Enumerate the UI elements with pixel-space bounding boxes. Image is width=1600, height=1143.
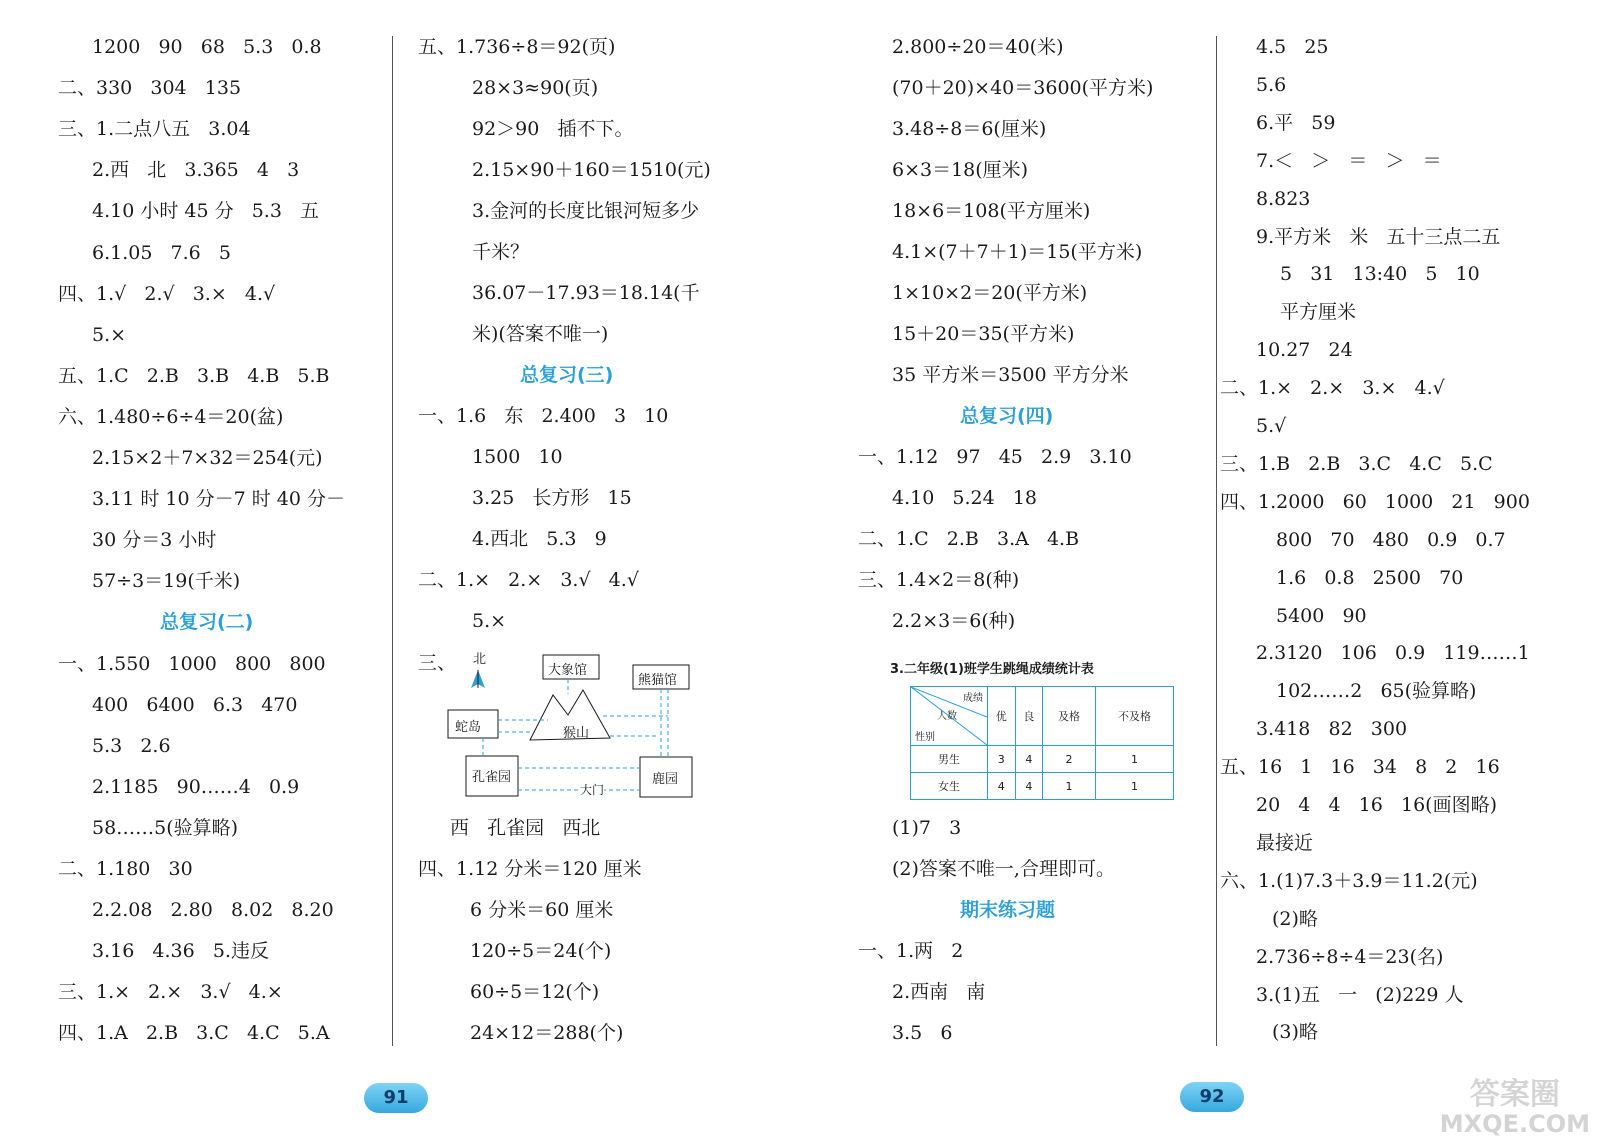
answer-line: 28×3≈90(页) bbox=[472, 77, 599, 99]
section-heading: 期末练习题 bbox=[960, 899, 1056, 921]
north-label: 北 bbox=[473, 652, 487, 667]
answer-line: 2.西 北 3.365 4 3 bbox=[92, 159, 300, 182]
answer-line: 24×12＝288(个) bbox=[470, 1022, 624, 1044]
table-cell: 男生 bbox=[911, 746, 988, 773]
answer-line: (2)略 bbox=[1272, 907, 1318, 930]
stats-table bbox=[910, 686, 1174, 800]
table-cell: 4 bbox=[988, 773, 1016, 800]
answer-line: 3.48÷8＝6(厘米) bbox=[892, 118, 1047, 140]
answer-line: 2.2.08 2.80 8.02 8.20 bbox=[92, 899, 334, 922]
answer-line: 4.西北 5.3 9 bbox=[472, 528, 607, 550]
answer-line: 3.16 4.36 5.违反 bbox=[92, 940, 269, 963]
answer-line: 3.(1)五 一 (2)229 人 bbox=[1256, 983, 1464, 1006]
answer-line: 58……5(验算略) bbox=[92, 816, 239, 839]
page-number: 91 bbox=[364, 1083, 428, 1113]
answer-line: 35 平方米＝3500 平方分米 bbox=[892, 364, 1129, 386]
answer-line: 8.823 bbox=[1256, 187, 1311, 210]
answer-line: 5 31 13:40 5 10 bbox=[1280, 263, 1480, 286]
answer-line: 四、1.√ 2.√ 3.× 4.√ bbox=[58, 282, 276, 305]
answer-line: 四、1.A 2.B 3.C 4.C 5.A bbox=[58, 1022, 330, 1045]
answer-line: 92＞90 插不下。 bbox=[472, 118, 634, 140]
answer-line: 6.1.05 7.6 5 bbox=[92, 241, 231, 264]
answer-line: 西 孔雀园 西北 bbox=[450, 817, 601, 839]
table-cell: 4 bbox=[1015, 773, 1043, 800]
answer-line: 5.× bbox=[92, 323, 127, 346]
answer-line: 400 6400 6.3 470 bbox=[92, 693, 298, 716]
answer-line: 2.736÷8÷4＝23(名) bbox=[1256, 945, 1444, 968]
answer-line: 4.10 小时 45 分 5.3 五 bbox=[92, 200, 320, 223]
answer-line: 一、1.550 1000 800 800 bbox=[58, 652, 326, 675]
answer-line: 1×10×2＝20(平方米) bbox=[892, 282, 1088, 304]
answer-line: 3.金河的长度比银河短多少 bbox=[472, 200, 700, 222]
answer-line: 一、1.12 97 45 2.9 3.10 bbox=[858, 446, 1132, 468]
answer-line: 2.西南 南 bbox=[892, 981, 986, 1003]
answer-line: 三、1.4×2＝8(种) bbox=[858, 569, 1020, 591]
table-row bbox=[911, 746, 1174, 773]
answer-line: 1500 10 bbox=[472, 446, 563, 468]
column-divider bbox=[1216, 36, 1217, 1046]
answer-line: 10.27 24 bbox=[1256, 339, 1353, 362]
answer-line: 2.15×2＋7×32＝254(元) bbox=[92, 447, 323, 469]
answer-line: 5400 90 bbox=[1276, 604, 1367, 627]
answer-line: 4.5 25 bbox=[1256, 36, 1329, 58]
answer-line: 102……2 65(验算略) bbox=[1276, 680, 1477, 703]
answer-line: 60÷5＝12(个) bbox=[470, 981, 600, 1003]
table-cell: 3 bbox=[988, 746, 1016, 773]
answer-line: 四、1.2000 60 1000 21 900 bbox=[1220, 490, 1530, 513]
map-place-deer: 鹿园 bbox=[652, 772, 679, 787]
answer-line: 120÷5＝24(个) bbox=[470, 940, 612, 962]
column-divider bbox=[392, 36, 393, 1046]
answer-line: 57÷3＝19(千米) bbox=[92, 570, 241, 593]
answer-line: 6×3＝18(厘米) bbox=[892, 159, 1029, 181]
table-header: 良 bbox=[1015, 687, 1043, 746]
answer-line: 6.平 59 bbox=[1256, 111, 1336, 134]
answer-line: 20 4 4 16 16(画图略) bbox=[1256, 794, 1498, 816]
answer-line: 五、1.736÷8＝92(页) bbox=[418, 36, 616, 58]
map-label: 三、 bbox=[418, 652, 457, 674]
answer-line: 5.6 bbox=[1256, 73, 1287, 96]
answer-line: 二、1.× 2.× 3.√ 4.√ bbox=[418, 569, 639, 591]
answer-line: 4.1×(7＋7＋1)＝15(平方米) bbox=[892, 241, 1143, 263]
answer-line: 4.10 5.24 18 bbox=[892, 487, 1038, 509]
section-heading: 总复习(四) bbox=[960, 405, 1054, 427]
section-heading: 总复习(二) bbox=[160, 611, 254, 634]
answer-line: 五、1.C 2.B 3.B 4.B 5.B bbox=[58, 364, 330, 387]
answer-line: (1)7 3 bbox=[892, 817, 962, 839]
answer-line: 二、1.× 2.× 3.× 4.√ bbox=[1220, 377, 1445, 400]
answer-line: 2.1185 90……4 0.9 bbox=[92, 775, 300, 798]
answer-line: (3)略 bbox=[1272, 1021, 1318, 1044]
answer-line: 2.15×90＋160＝1510(元) bbox=[472, 159, 711, 181]
answer-line: 米)(答案不唯一) bbox=[472, 323, 609, 345]
watermark-logo: 答案圈 MXQE.COM bbox=[1439, 1077, 1590, 1138]
answer-line: 5.√ bbox=[1256, 415, 1287, 437]
answer-line: 三、1.二点八五 3.04 bbox=[58, 118, 251, 141]
table-header: 不及格 bbox=[1095, 687, 1173, 746]
answer-line: 千米？ bbox=[472, 241, 530, 263]
table-cell: 2 bbox=[1043, 746, 1096, 773]
table-cell: 4 bbox=[1015, 746, 1043, 773]
answer-line: 9.平方米 米 五十三点二五 bbox=[1256, 225, 1501, 248]
table-row bbox=[911, 773, 1174, 800]
table-cell: 1 bbox=[1095, 746, 1173, 773]
answer-line: 三、1.B 2.B 3.C 4.C 5.C bbox=[1220, 452, 1493, 475]
answer-line: 一、1.6 东 2.400 3 10 bbox=[418, 405, 669, 427]
answer-line: 2.2×3＝6(种) bbox=[892, 610, 1016, 632]
table-title: 3.二年级(1)班学生跳绳成绩统计表 bbox=[890, 662, 1094, 677]
answer-line: 2.800÷20＝40(米) bbox=[892, 36, 1064, 58]
answer-line: 五、16 1 16 34 8 2 16 bbox=[1220, 756, 1500, 779]
answer-line: 3.11 时 10 分－7 时 40 分－ bbox=[92, 488, 345, 511]
answer-line: 36.07－17.93＝18.14(千 bbox=[472, 282, 700, 304]
answer-line: 2.3120 106 0.9 119……1 bbox=[1256, 642, 1530, 665]
zoo-map bbox=[418, 650, 718, 820]
map-place-panda: 熊猫馆 bbox=[638, 673, 678, 688]
section-heading: 总复习(三) bbox=[520, 364, 614, 386]
page-92 bbox=[800, 0, 1600, 1143]
table-cell: 1 bbox=[1043, 773, 1096, 800]
answer-line: 三、1.× 2.× 3.√ 4.× bbox=[58, 981, 283, 1004]
answer-line: 5.× bbox=[472, 610, 507, 632]
answer-line: (70＋20)×40＝3600(平方米) bbox=[892, 77, 1154, 99]
answer-line: 5.3 2.6 bbox=[92, 734, 171, 757]
answer-line: 15＋20＝35(平方米) bbox=[892, 323, 1075, 345]
answer-line: 二、330 304 135 bbox=[58, 77, 242, 100]
map-place-elephant: 大象馆 bbox=[548, 663, 588, 678]
answer-line: 六、1.(1)7.3＋3.9＝11.2(元) bbox=[1220, 869, 1478, 892]
answer-line: 3.25 长方形 15 bbox=[472, 487, 632, 509]
table-cell: 女生 bbox=[911, 773, 988, 800]
answer-line: 18×6＝108(平方厘米) bbox=[892, 200, 1091, 222]
answer-line: (2)答案不唯一,合理即可。 bbox=[892, 858, 1115, 880]
answer-line: 1200 90 68 5.3 0.8 bbox=[92, 36, 322, 58]
answer-line: 最接近 bbox=[1256, 831, 1314, 854]
answer-line: 30 分＝3 小时 bbox=[92, 529, 217, 552]
map-place-snake-island: 蛇岛 bbox=[455, 720, 482, 735]
table-header: 及格 bbox=[1043, 687, 1096, 746]
table-header: 优 bbox=[988, 687, 1016, 746]
answer-line: 二、1.180 30 bbox=[58, 858, 193, 880]
answer-line: 1.6 0.8 2500 70 bbox=[1276, 566, 1464, 589]
answer-line: 二、1.C 2.B 3.A 4.B bbox=[858, 528, 1080, 550]
answer-line: 平方厘米 bbox=[1280, 301, 1357, 324]
table-cell: 1 bbox=[1095, 773, 1173, 800]
answer-line: 一、1.两 2 bbox=[858, 940, 964, 962]
page-number: 92 bbox=[1180, 1082, 1244, 1112]
answer-line: 3.5 6 bbox=[892, 1022, 953, 1044]
map-place-monkey-hill: 猴山 bbox=[563, 726, 590, 741]
answer-line: 800 70 480 0.9 0.7 bbox=[1276, 528, 1506, 551]
table-corner: 成绩 人数 性别 bbox=[911, 687, 988, 746]
answer-line: 六、1.480÷6÷4＝20(盆) bbox=[58, 405, 284, 428]
answer-line: 7.＜ ＞ ＝ ＞ ＝ bbox=[1256, 149, 1442, 172]
answer-line: 四、1.12 分米＝120 厘米 bbox=[418, 858, 642, 880]
map-place-gate: 大门 bbox=[580, 783, 605, 797]
map-place-peacock: 孔雀园 bbox=[472, 770, 512, 785]
answer-line: 6 分米＝60 厘米 bbox=[470, 899, 614, 921]
answer-line: 3.418 82 300 bbox=[1256, 718, 1408, 741]
